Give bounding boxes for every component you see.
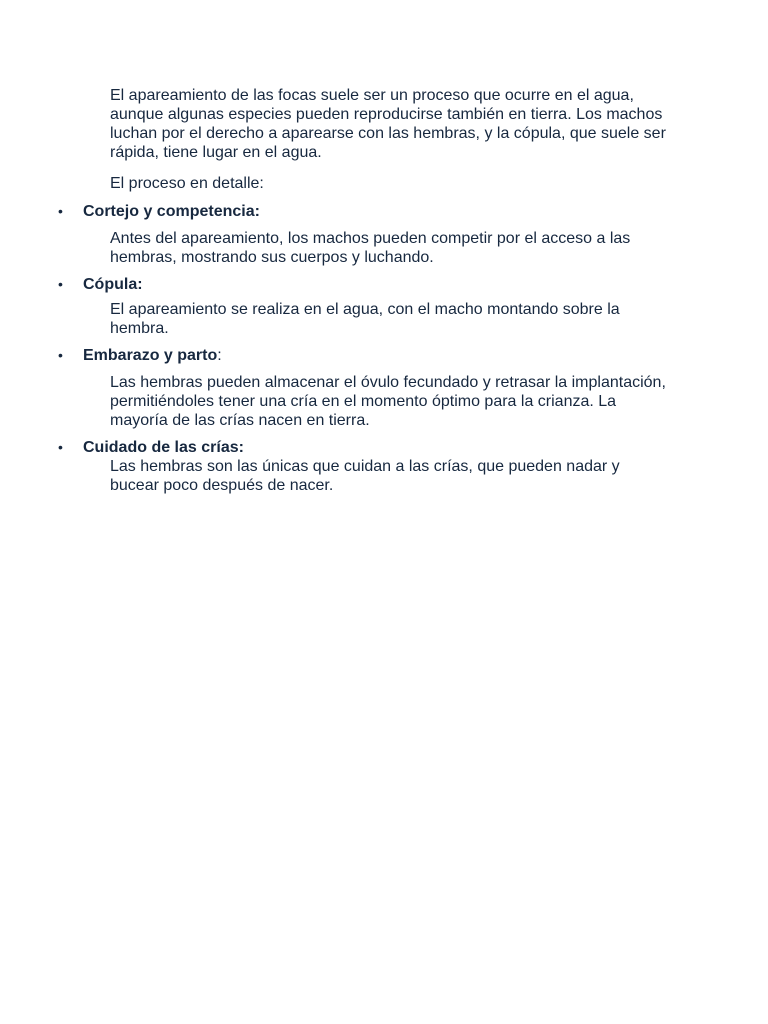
bullet-icon: • (58, 276, 63, 292)
bullet-icon: • (58, 439, 63, 455)
item-title (83, 275, 768, 294)
list-item-pregnancy (0, 346, 768, 430)
list-item-pup-care (0, 438, 768, 495)
intro-section (110, 86, 670, 193)
item-body: El apareamiento se realiza en el agua, con el macho montando sobre la hembra. (110, 301, 620, 337)
item-title (83, 202, 768, 221)
item-title-text: Cuidado de las crías: (83, 439, 244, 456)
item-body: Antes del apareamiento, los machos pueden competir por el acceso a las hembras, mostrando sus cuerpos y luchando. (110, 230, 631, 266)
process-list (0, 202, 768, 495)
list-item-copulation (0, 275, 768, 338)
item-title-text: Cortejo y competencia: (83, 203, 260, 220)
bullet-icon: • (58, 347, 63, 363)
item-title (83, 438, 768, 457)
list-item-courtship (0, 202, 768, 267)
item-body: Las hembras pueden almacenar el óvulo fecundado y retrasar la implantación, permitiéndoles tener una cría en el momento óptimo para la crianza. La mayoría de las crías nacen en tierra. (110, 374, 666, 429)
bullet-icon: • (58, 203, 63, 219)
item-title-text: Embarazo y parto (83, 347, 218, 364)
detail-heading: El proceso en detalle: (110, 175, 264, 192)
item-body: Las hembras son las únicas que cuidan a las crías, que pueden nadar y bucear poco después de nacer. (110, 458, 620, 494)
item-title (83, 346, 768, 365)
intro-paragraph: El apareamiento de las focas suele ser un proceso que ocurre en el agua, aunque algunas especies pueden reproducirse también en tierra. Los machos luchan por el derecho a aparearse con las hembras, y la cópula, que suele ser rápida, tiene lugar en el agua. (110, 87, 666, 161)
item-title-text: Cópula: (83, 276, 143, 293)
item-title-suffix: : (217, 347, 222, 364)
